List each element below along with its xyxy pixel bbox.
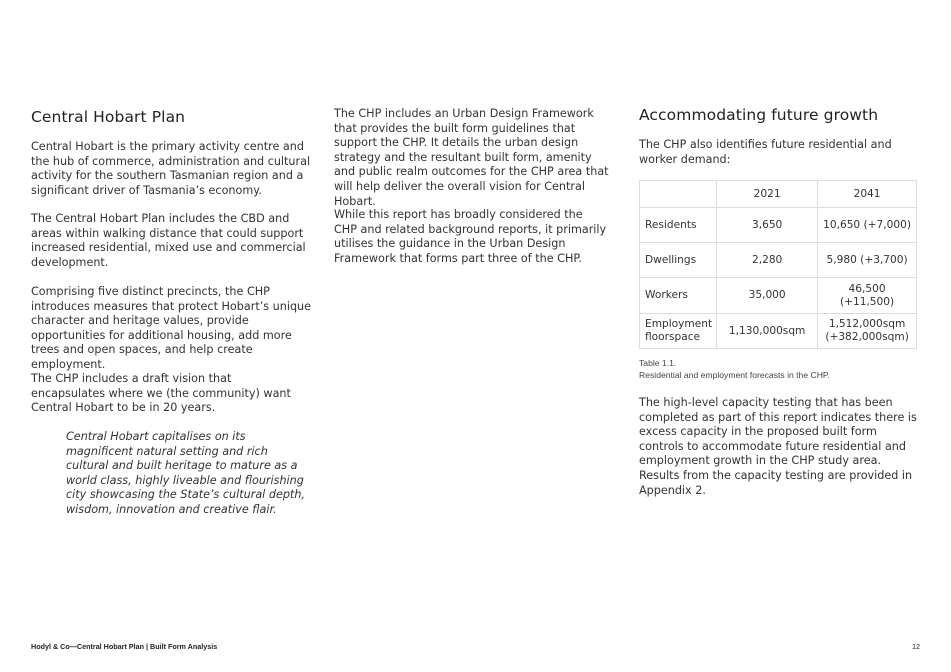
row-label: Dwellings xyxy=(640,243,717,278)
intro-paragraph: The CHP also identifies future residential and worker demand: xyxy=(639,138,892,166)
value-2041: 46,500 (+11,500) xyxy=(818,278,917,314)
value-2041: 5,980 (+3,700) xyxy=(818,243,917,278)
paragraph: Central Hobart is the primary activity centre and the hub of commerce, administration and cultural activity for the southern Tasmanian region and a significant driver of Tasmania’s economy. xyxy=(31,140,311,197)
forecast-table xyxy=(639,180,917,349)
paragraph: While this report has broadly considered the CHP and related background reports, it primarily utilises the guidance in the Urban Design Framework that forms part three of the CHP. xyxy=(334,208,607,265)
section-heading-accommodating-growth: Accommodating future growth xyxy=(639,106,879,124)
value-2021: 35,000 xyxy=(717,278,818,314)
paragraph: The CHP includes an Urban Design Framework that provides the built form guidelines that support the CHP. It details the urban design strategy and the resultant built form, amenity and public realm outcomes for the CHP area that will help deliver the overall vision for Central Hobart. xyxy=(334,107,609,208)
table-header-cell: 2041 xyxy=(818,181,917,208)
closing-paragraph: The high-level capacity testing that has been completed as part of this report indicates there is excess capacity in the proposed built form controls to accommodate future residential and employment growth in the CHP study area. Results from the capacity testing are provided in Appendix 2. xyxy=(639,396,917,497)
table-header-cell: 2021 xyxy=(717,181,818,208)
value-2041: 1,512,000sqm (+382,000sqm) xyxy=(818,314,917,349)
paragraph: The CHP includes a draft vision that encapsulates where we (the community) want Central Hobart to be in 20 years. xyxy=(31,372,291,415)
row-label: Workers xyxy=(640,278,717,314)
table-caption-title: Table 1.1. xyxy=(639,358,677,368)
row-label: Residents xyxy=(640,208,717,243)
row-label: Employment floorspace xyxy=(640,314,717,349)
vision-quote: Central Hobart capitalises on its magnificent natural setting and rich cultural and built heritage to mature as a world class, highly liveable and flourishing city showcasing the State’s cultural depth, wisdom, innovation and creative flair. xyxy=(66,430,305,516)
paragraph: The Central Hobart Plan includes the CBD and areas within walking distance that could support increased residential, mixed use and commercial development. xyxy=(31,212,306,269)
footer-document-title: Hodyl & Co—Central Hobart Plan | Built Form Analysis xyxy=(31,642,218,651)
value-2021: 3,650 xyxy=(717,208,818,243)
paragraph: Comprising five distinct precincts, the CHP introduces measures that protect Hobart’s unique character and heritage values, provide opportunities for additional housing, add more trees and open spaces, and help create employment. xyxy=(31,285,312,371)
table-row xyxy=(640,314,917,349)
table-header-row xyxy=(640,181,917,208)
table-caption-text: Residential and employment forecasts in the CHP. xyxy=(639,369,830,380)
value-2021: 1,130,000sqm xyxy=(717,314,818,349)
value-2041: 10,650 (+7,000) xyxy=(818,208,917,243)
section-heading-central-hobart-plan: Central Hobart Plan xyxy=(31,108,186,126)
value-2021: 2,280 xyxy=(717,243,818,278)
table-header-cell xyxy=(640,181,717,208)
table-row xyxy=(640,278,917,314)
table-caption xyxy=(639,358,919,381)
footer-page-number: 12 xyxy=(912,642,920,651)
table-row xyxy=(640,208,917,243)
table-row xyxy=(640,243,917,278)
